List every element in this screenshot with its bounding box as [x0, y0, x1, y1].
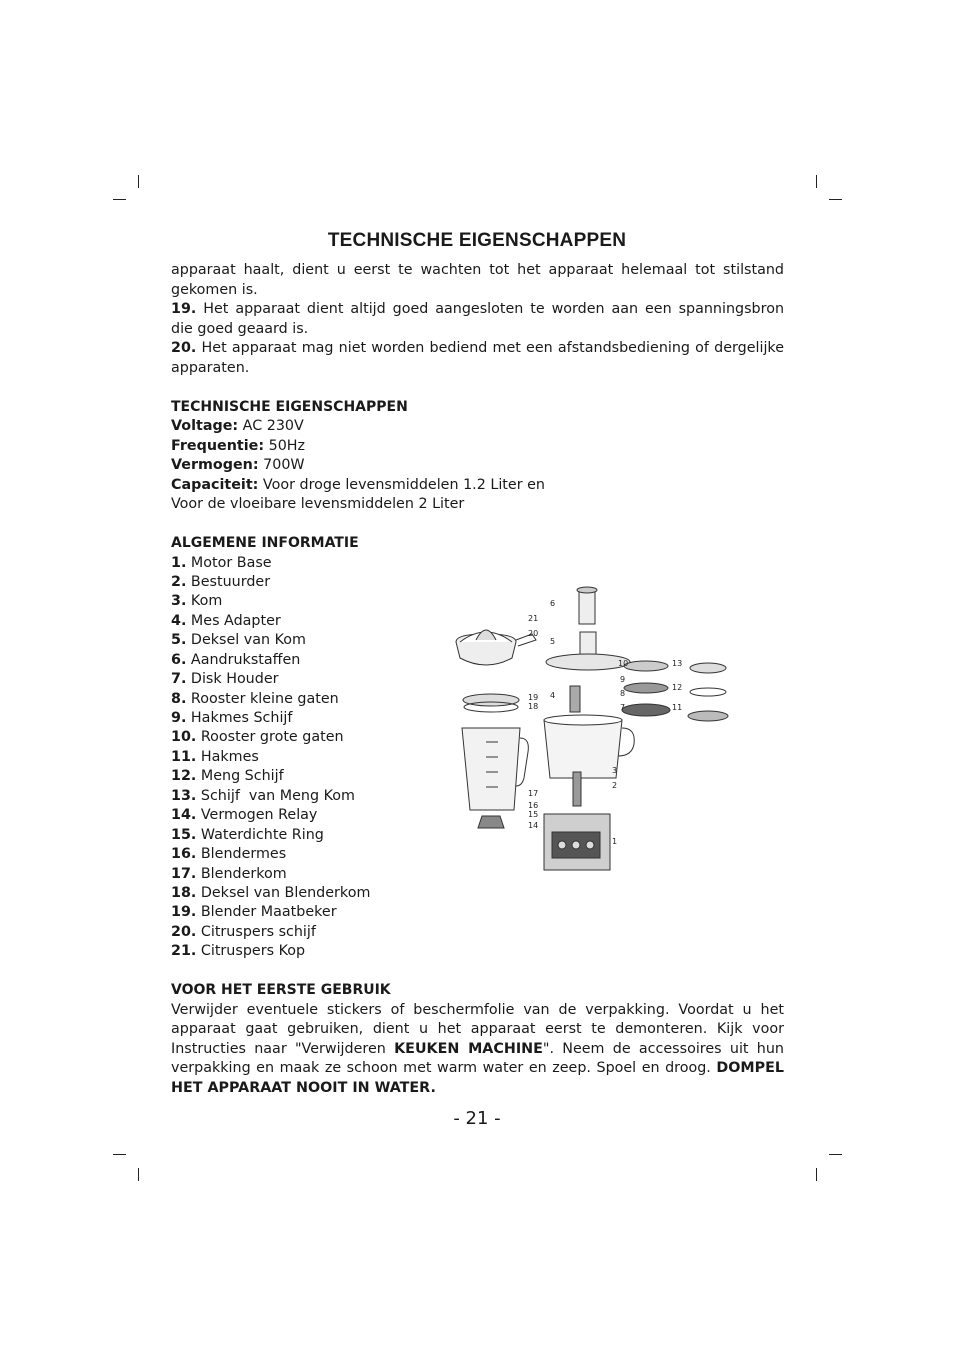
parts-diagram-illustration	[446, 582, 736, 880]
list-item: 4. Mes Adapter	[171, 612, 281, 629]
callout-label: 16	[528, 801, 539, 810]
item-text: Het apparaat dient altijd goed aangesloten te worden aan een spanningsbron die goed geaard is.	[171, 301, 784, 337]
spec-value: 700W	[258, 457, 305, 473]
list-item: 7. Disk Houder	[171, 671, 279, 688]
callout-label: 4	[550, 691, 556, 700]
first-use-text: Verwijder eventuele stickers of beschermfolie van de verpakking. Voordat u het apparaat gaat gebruiken, dient u het apparaat eerst te demonteren. Kijk voor Instructies naar "Verwijderen KEUKEN MACHINE". Neem de accessoires uit hun verpakking en maak ze schoon met warm water en zeep. Spoel en droog. DOMPEL HET APPARAAT NOOIT IN WATER.	[171, 1001, 784, 1096]
callout-label: 10	[618, 659, 629, 668]
spec-value: AC 230V	[238, 418, 304, 434]
spec-label: Voltage:	[171, 418, 239, 434]
spec-label: Vermogen:	[171, 457, 259, 473]
callout-label: 7	[620, 703, 626, 712]
safety-item-20	[171, 339, 784, 378]
spec-label: Frequentie:	[171, 437, 265, 454]
callout-label: 12	[672, 683, 683, 692]
first-use-heading: VOOR HET EERSTE GEBRUIK	[171, 982, 391, 999]
callout-label: 11	[672, 703, 683, 712]
list-item: 20. Citruspers schijf	[171, 923, 316, 940]
callout-label: 21	[528, 614, 539, 623]
list-item: 18. Deksel van Blenderkom	[171, 884, 371, 901]
spec-value: 50Hz	[264, 437, 306, 454]
callout-label: 14	[528, 821, 539, 830]
callout-label: 17	[528, 789, 539, 798]
callout-label: 1	[612, 837, 618, 846]
list-item: 2. Bestuurder	[171, 573, 271, 590]
list-item: 12. Meng Schijf	[171, 768, 284, 785]
list-item: 8. Rooster kleine gaten	[171, 690, 339, 707]
list-item: 5. Deksel van Kom	[171, 632, 306, 649]
spec-label: Capaciteit:	[171, 476, 259, 493]
safety-item-19	[171, 300, 784, 339]
list-item: 17. Blenderkom	[171, 865, 287, 882]
crop-mark	[816, 1168, 817, 1181]
callout-label: 2	[612, 781, 618, 790]
list-item: 6. Aandrukstaffen	[171, 651, 301, 668]
list-item: 16. Blendermes	[171, 846, 287, 863]
page-number: - 21 -	[453, 1108, 501, 1129]
spec-capacity-line2: Voor de vloeibare levensmiddelen 2 Liter	[171, 496, 465, 512]
item-text: Het apparaat mag niet worden bediend met een afstandsbediening of dergelijke apparaten.	[171, 340, 784, 376]
list-item: 3. Kom	[171, 593, 223, 610]
callout-label: 15	[528, 810, 539, 819]
list-item: 13. Schijf van Meng Kom	[171, 787, 355, 804]
page-title: TECHNISCHE EIGENSCHAPPEN	[327, 230, 627, 251]
spec-power	[171, 456, 784, 476]
list-item: 10. Rooster grote gaten	[171, 729, 344, 746]
list-item: 1. Motor Base	[171, 554, 272, 571]
callout-label: 8	[620, 689, 626, 698]
callout-label: 20	[528, 629, 539, 638]
crop-mark	[816, 175, 817, 188]
list-item: 15. Waterdichte Ring	[171, 826, 324, 843]
specs-heading: TECHNISCHE EIGENSCHAPPEN	[171, 398, 408, 415]
list-item: 14. Vermogen Relay	[171, 807, 318, 824]
item-number: 19.	[171, 301, 197, 317]
callout-label: 3	[612, 766, 618, 775]
callout-label: 6	[550, 599, 556, 608]
callout-label: 9	[620, 675, 626, 684]
callout-label: 5	[550, 637, 556, 646]
item-number: 20.	[171, 340, 197, 356]
callout-label: 13	[672, 659, 683, 668]
callout-label: 18	[528, 702, 539, 711]
spec-value: Voor droge levensmiddelen 1.2 Liter en	[258, 476, 545, 493]
list-item: 19. Blender Maatbeker	[171, 904, 337, 921]
crop-mark	[138, 175, 139, 188]
crop-mark	[829, 199, 842, 200]
crop-mark	[113, 1154, 126, 1155]
crop-mark	[113, 199, 126, 200]
spec-voltage	[171, 417, 784, 437]
general-heading: ALGEMENE INFORMATIE	[171, 535, 359, 551]
crop-mark	[829, 1154, 842, 1155]
spec-frequency	[171, 437, 784, 457]
spec-capacity	[171, 476, 784, 496]
list-item: 9. Hakmes Schijf	[171, 710, 293, 726]
list-item: 21. Citruspers Kop	[171, 943, 306, 960]
list-item: 11. Hakmes	[171, 748, 259, 765]
intro-continuation: apparaat haalt, dient u eerst te wachten tot het apparaat helemaal tot stilstand gekomen is.	[171, 262, 784, 298]
crop-mark	[138, 1168, 139, 1181]
callout-label: 19	[528, 693, 539, 702]
